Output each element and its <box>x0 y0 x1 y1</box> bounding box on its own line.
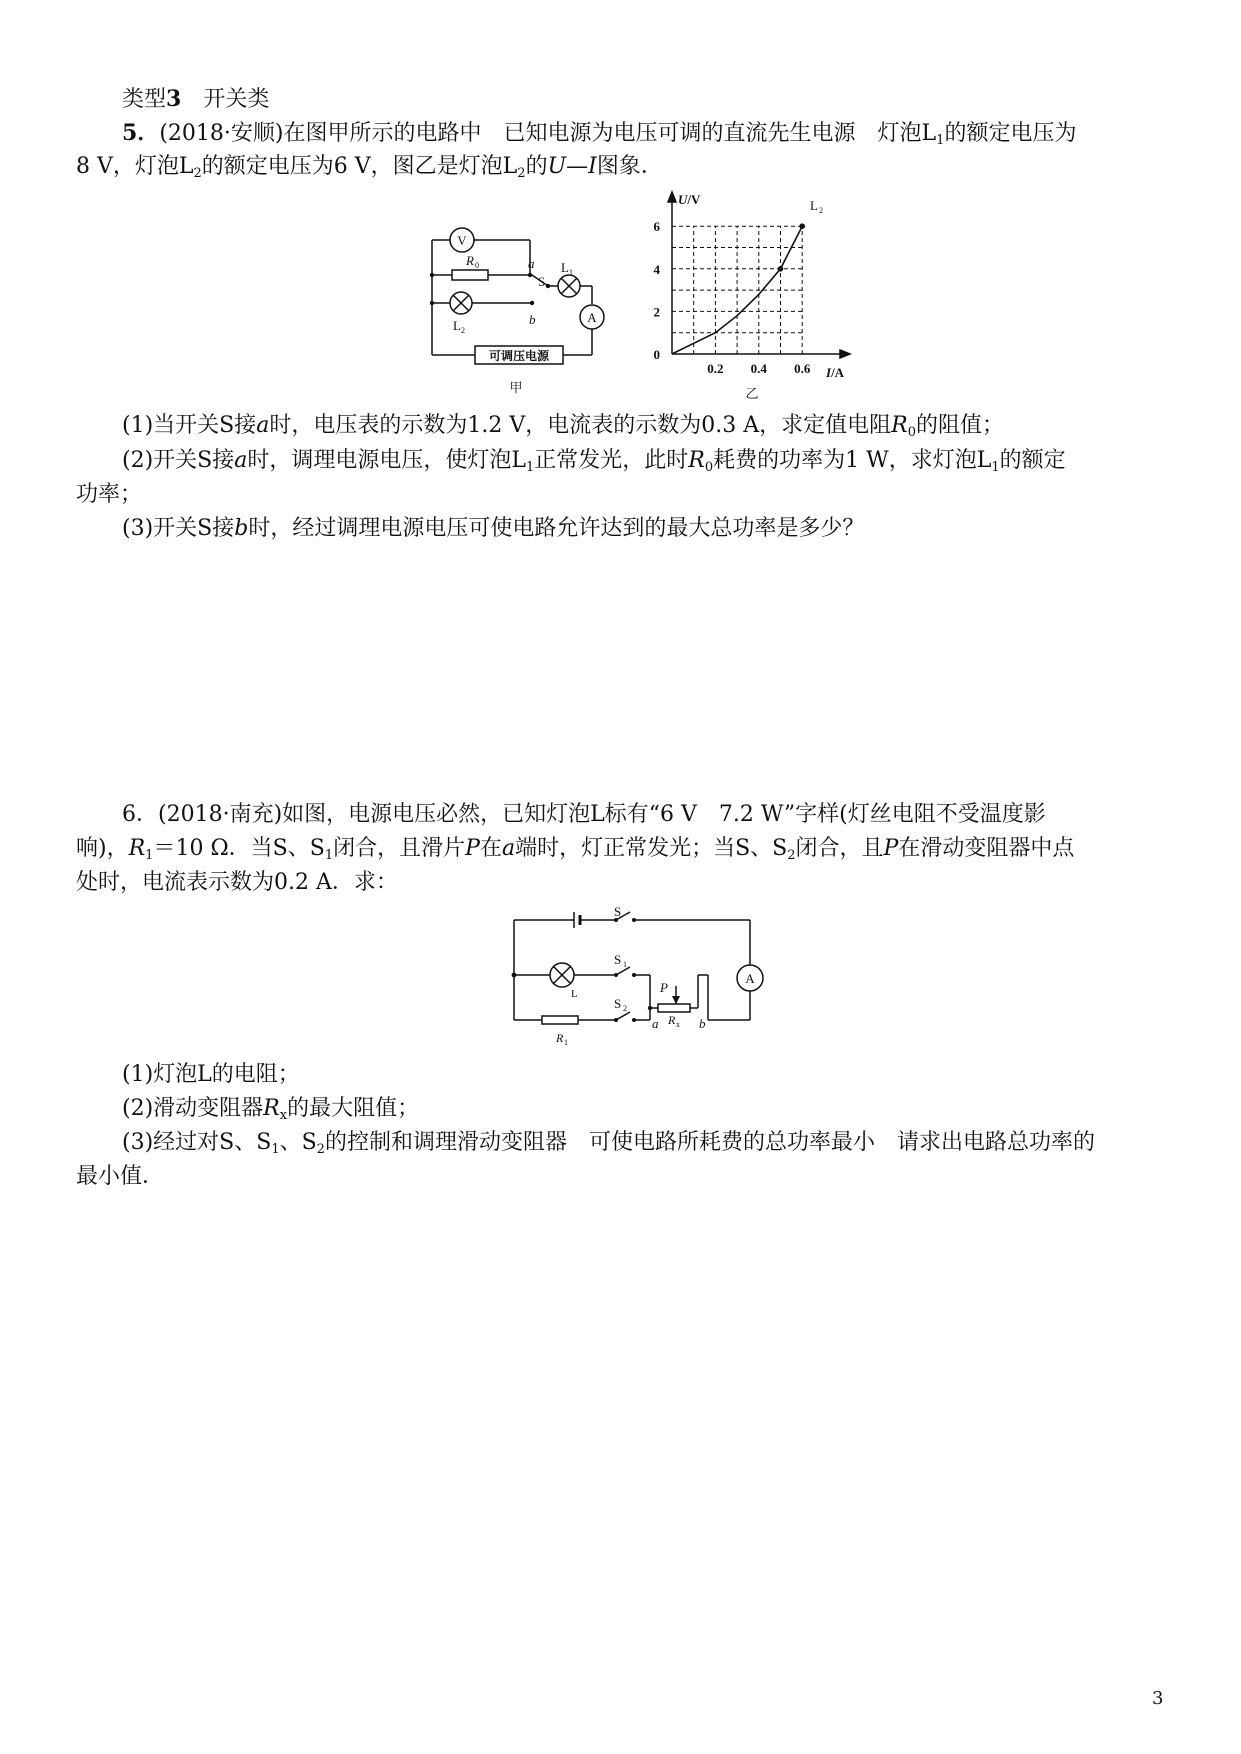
figure-jia <box>420 220 620 404</box>
circuit-diagram-jia <box>420 220 620 400</box>
subscript: 1 <box>324 848 334 863</box>
figure-yi-caption: 乙 <box>745 386 759 401</box>
figure-jia-caption: 甲 <box>509 380 523 395</box>
q5-text: 的额定电压为 <box>944 121 1077 146</box>
x-axis-arrow <box>840 350 850 358</box>
end-b-label: b <box>699 1016 706 1031</box>
switch-label: S <box>538 274 546 289</box>
var-I: I <box>588 154 597 179</box>
ui-chart <box>630 190 860 405</box>
q6-line1 <box>122 800 1046 830</box>
figure-q6 <box>510 900 780 1054</box>
q6-sub-text: 的最大阻值； <box>287 1096 420 1121</box>
circuit-diagram-q6 <box>510 900 780 1050</box>
lamp-label: L <box>571 988 578 1000</box>
var-U: U <box>547 154 567 179</box>
q5-line1 <box>122 118 1076 149</box>
q5-sub-text: (2)开关S接 <box>122 448 235 473</box>
q5-text: 的额定电压为6 V，图乙是灯泡L <box>201 154 518 179</box>
q5-sub-text: 功率； <box>76 482 143 507</box>
q6-source: (2018·南充) <box>158 802 283 827</box>
switch-s1-sub: 1 <box>623 960 627 969</box>
var-R: R <box>688 448 705 473</box>
subscript: 1 <box>991 460 1000 475</box>
q5-sub-text: 时，电压表的示数为1.2 V，电流表的示数为0.3 A，求定值电阻 <box>269 413 892 438</box>
subscript: 2 <box>517 166 526 181</box>
subscript: 2 <box>193 166 202 181</box>
slider-arrow <box>672 996 680 1004</box>
chart-tick-labels <box>654 219 811 376</box>
r0-label: R <box>466 253 474 268</box>
q5-text: 灯泡L <box>877 121 937 146</box>
q6-sub-text: (2)滑动变阻器 <box>122 1096 264 1121</box>
r1-sub: 1 <box>564 1038 568 1047</box>
q5-sub-text: 时，经过调理电源电压可使电路允许达到的最大总功率是多少？ <box>248 516 865 541</box>
q6-text: 端时，灯正常发光；当S、S <box>515 836 788 861</box>
q5-sub-text: 时，调理电源电压，使灯泡L <box>247 448 526 473</box>
switch-s2-sub: 2 <box>623 1004 627 1013</box>
var-P: P <box>883 836 899 861</box>
x-axis-label-var: I <box>826 365 832 380</box>
q5-sub3 <box>122 514 864 544</box>
subscript: 0 <box>704 460 714 475</box>
var-b: b <box>234 516 249 541</box>
q6-sub3 <box>122 1128 1095 1158</box>
q6-number: 6． <box>122 802 158 827</box>
q6-line3 <box>76 868 398 898</box>
q5-sub-text: 的阻值； <box>915 413 1004 438</box>
var-a: a <box>256 413 270 438</box>
section-prefix: 类型 <box>122 87 167 112</box>
rheostat-sub: x <box>676 1020 680 1029</box>
curve-label: L <box>810 198 818 213</box>
var-P: P <box>465 836 480 861</box>
q6-sub1 <box>122 1060 300 1090</box>
data-point <box>799 223 805 229</box>
power-source-label: 可调压电源 <box>488 349 550 363</box>
q5-line2 <box>76 152 663 182</box>
l2-label: L <box>453 318 461 333</box>
q6-sub-text: 请求出电路总功率的 <box>897 1130 1096 1155</box>
var-a: a <box>501 836 516 861</box>
section-heading <box>122 84 269 115</box>
subscript: 1 <box>526 460 535 475</box>
dash: — <box>566 154 589 179</box>
chart-grid <box>672 226 802 354</box>
q6-text: ＝10 Ω．当S、S <box>153 836 325 861</box>
x-axis-label <box>825 365 845 380</box>
q5-sub-text: (3)开关S接 <box>122 516 235 541</box>
y-tick-label: 2 <box>653 304 660 320</box>
curve-label-sub: 2 <box>819 206 823 215</box>
q5-sub-text: (1)当开关S接 <box>122 413 257 438</box>
terminal-b-label: b <box>529 312 536 327</box>
q5-sub1 <box>122 411 1004 441</box>
subscript: 2 <box>316 1142 325 1157</box>
end-a-label: a <box>652 1016 659 1031</box>
q5-text: 已知电源为电压可调的直流先生电源 <box>503 121 856 146</box>
terminal-a-label: a <box>528 256 535 271</box>
section-title: 开关类 <box>203 87 270 112</box>
figure-yi <box>630 190 860 409</box>
q5-sub-text: 正常发光，此时 <box>534 448 689 473</box>
q6-sub3-cont <box>76 1162 164 1192</box>
l2-sub: 2 <box>461 326 465 335</box>
q6-sub2 <box>122 1094 419 1124</box>
q5-number: 5． <box>122 120 160 146</box>
y-tick-label: 4 <box>653 261 660 277</box>
subscript: x <box>279 1108 288 1123</box>
r1-label: R <box>556 1031 564 1045</box>
page-number: 3 <box>1152 1688 1164 1709</box>
var-R: R <box>128 836 146 861</box>
q5-text: 8 V，灯泡L <box>76 154 194 179</box>
y-axis-label-unit: /V <box>687 192 701 207</box>
q5-text: 图象． <box>596 154 663 179</box>
x-tick-label: 0.4 <box>750 361 767 376</box>
l1-sub: 1 <box>569 268 573 277</box>
q6-text: 闭合，且 <box>795 836 884 861</box>
q6-text: 在滑动变阻器中点 <box>898 836 1075 861</box>
q5-sub-text: 的额定 <box>999 448 1066 473</box>
subscript: 2 <box>787 848 796 863</box>
q5-source: (2018·安顺) <box>159 121 284 146</box>
y-tick-label: 0 <box>653 347 660 362</box>
x-axis-label-unit: /A <box>831 365 845 380</box>
subscript: 1 <box>145 848 154 863</box>
rheostat-label: R <box>668 1013 676 1027</box>
q6-line2 <box>76 834 1074 864</box>
var-R: R <box>263 1096 280 1121</box>
l1-label: L <box>561 260 569 275</box>
y-axis-label <box>678 192 701 207</box>
q5-sub2-cont <box>76 480 142 510</box>
q6-text: 在 <box>479 836 502 861</box>
ammeter-label: A <box>587 310 597 325</box>
x-tick-label: 0.6 <box>794 361 811 376</box>
ammeter-label: A <box>745 971 755 986</box>
voltmeter-label: V <box>457 233 467 248</box>
q6-sub-text: 、S <box>279 1130 317 1155</box>
q6-text: 如图，电源电压必然，已知灯泡L标有“6 V 7.2 W”字样(灯丝电阻不受温度影 <box>282 802 1046 827</box>
q6-text: 处时，电流表示数为0.2 A．求： <box>76 870 398 895</box>
q6-text: 闭合，且滑片 <box>333 836 466 861</box>
y-axis-arrow <box>668 192 676 202</box>
y-tick-label: 6 <box>653 219 660 235</box>
slider-label: P <box>660 980 668 995</box>
q6-sub-text: (3)经过对S、S <box>122 1130 272 1155</box>
var-a: a <box>234 448 248 473</box>
switch-s-label: S <box>614 904 622 919</box>
var-R: R <box>891 413 908 438</box>
y-axis-label-var: U <box>678 192 688 207</box>
q6-sub-text: 最小值． <box>76 1164 165 1189</box>
q6-sub-text: 可使电路所耗费的总功率最小 <box>588 1130 875 1155</box>
q6-sub-text: (1)灯泡L的电阻； <box>122 1062 300 1087</box>
q5-text: 的 <box>525 154 548 179</box>
subscript: 0 <box>907 425 916 440</box>
data-point <box>778 266 784 272</box>
subscript: 1 <box>936 133 945 148</box>
x-tick-label: 0.2 <box>707 361 724 376</box>
q5-text: 在图甲所示的电路中 <box>283 121 482 146</box>
subscript: 1 <box>271 1142 280 1157</box>
q5-sub-text: 耗费的功率为1 W，求灯泡L <box>713 448 992 473</box>
q5-sub2 <box>122 446 1066 476</box>
q6-sub-text: 的控制和调理滑动变阻器 <box>324 1130 567 1155</box>
switch-s1-label: S <box>614 952 622 967</box>
q6-text: 响)， <box>76 836 129 861</box>
section-number: 3 <box>166 86 182 112</box>
switch-s2-label: S <box>614 996 622 1011</box>
r0-sub: 0 <box>475 261 479 270</box>
